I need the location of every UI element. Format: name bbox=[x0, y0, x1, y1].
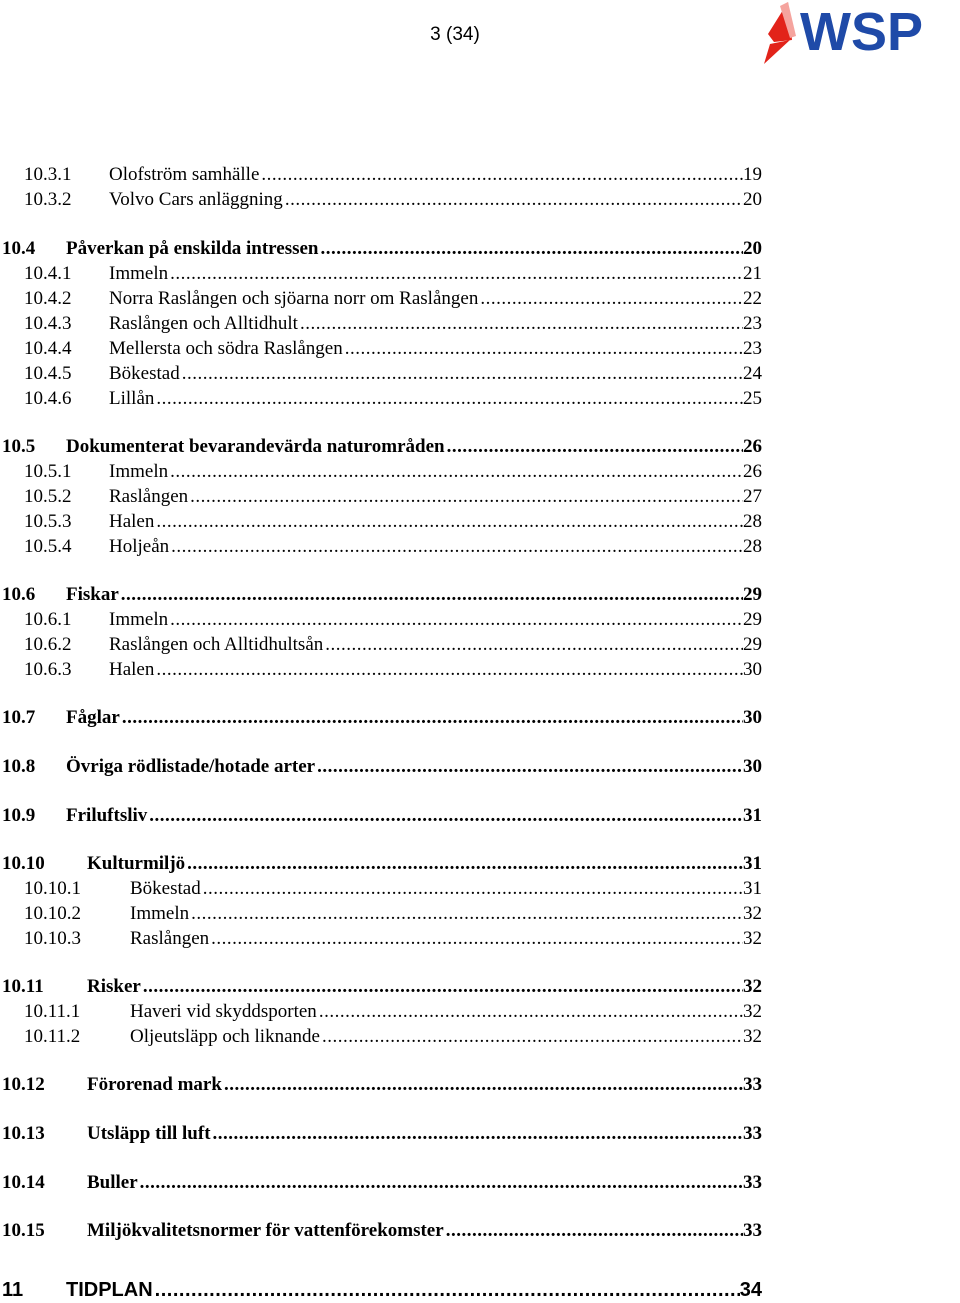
toc-entry-title: Immeln bbox=[109, 263, 169, 284]
toc-entry-page: 28 bbox=[743, 536, 762, 557]
toc-entry-page: 33 bbox=[743, 1074, 762, 1095]
toc-entry-title: Halen bbox=[109, 511, 155, 532]
toc-entry-title: Bökestad bbox=[109, 363, 180, 384]
toc-entry-number: 10.4.5 bbox=[24, 363, 72, 384]
toc-entry[interactable] bbox=[0, 632, 762, 658]
toc-entry-page: 33 bbox=[743, 1172, 762, 1193]
toc-leader-dots bbox=[170, 607, 743, 633]
toc-entry-page: 30 bbox=[743, 659, 762, 680]
toc-entry-title: Raslången och Alltidhultsån bbox=[109, 634, 324, 655]
toc-leader-dots bbox=[319, 999, 743, 1025]
toc-entry-page: 29 bbox=[743, 584, 762, 605]
toc-leader-dots bbox=[300, 311, 743, 337]
toc-entry[interactable] bbox=[0, 1024, 762, 1050]
toc-entry-number: 10.4.3 bbox=[24, 313, 72, 334]
toc-entry[interactable] bbox=[0, 261, 762, 287]
toc-entry-page: 20 bbox=[743, 238, 762, 259]
toc-entry-title: Holjeån bbox=[109, 536, 170, 557]
toc-entry-number: 10.5.1 bbox=[24, 461, 72, 482]
toc-entry[interactable] bbox=[0, 999, 762, 1025]
toc-leader-dots bbox=[156, 657, 743, 683]
toc-entry[interactable] bbox=[0, 803, 762, 829]
toc-entry[interactable] bbox=[0, 876, 762, 902]
toc-entry-page: 28 bbox=[743, 511, 762, 532]
toc-entry-number: 10.3.2 bbox=[24, 189, 72, 210]
toc-entry-page: 33 bbox=[743, 1220, 762, 1241]
toc-entry-number: 10.4.2 bbox=[24, 288, 72, 309]
toc-entry-number: 10.5 bbox=[2, 436, 36, 457]
toc-entry-number: 10.3.1 bbox=[24, 164, 72, 185]
toc-leader-dots bbox=[156, 509, 743, 535]
toc-entry-title: Friluftsliv bbox=[66, 805, 148, 826]
toc-entry-number: 10.15 bbox=[2, 1220, 45, 1241]
toc-leader-dots bbox=[149, 803, 743, 829]
toc-leader-dots bbox=[325, 632, 743, 658]
toc-entry-page: 30 bbox=[743, 707, 762, 728]
toc-leader-dots bbox=[317, 754, 743, 780]
toc-leader-dots bbox=[480, 286, 743, 312]
toc-entry[interactable] bbox=[0, 311, 762, 337]
toc-entry-page: 34 bbox=[739, 1279, 762, 1301]
toc-leader-dots bbox=[156, 386, 743, 412]
toc-entry-number: 10.4 bbox=[2, 238, 36, 259]
toc-entry-page: 23 bbox=[743, 313, 762, 334]
toc-entry-title: Påverkan på enskilda intressen bbox=[66, 238, 319, 259]
toc-entry-number: 10.11.2 bbox=[24, 1026, 81, 1047]
toc-entry-page: 29 bbox=[743, 609, 762, 630]
toc-entry-page: 26 bbox=[743, 436, 762, 457]
toc-entry[interactable] bbox=[0, 286, 762, 312]
toc-entry-number: 10.8 bbox=[2, 756, 36, 777]
page-number: 3 (34) bbox=[430, 24, 480, 45]
toc-entry-title: Utsläpp till luft bbox=[87, 1123, 211, 1144]
toc-entry[interactable] bbox=[0, 754, 762, 780]
toc-leader-dots bbox=[211, 926, 743, 952]
toc-entry-page: 32 bbox=[743, 976, 762, 997]
toc-entry[interactable] bbox=[0, 657, 762, 683]
toc-entry[interactable] bbox=[0, 901, 762, 927]
toc-entry-title: Förorenad mark bbox=[87, 1074, 222, 1095]
toc-entry[interactable] bbox=[0, 236, 762, 262]
toc-entry-number: 10.6.2 bbox=[24, 634, 72, 655]
toc-entry-page: 29 bbox=[743, 634, 762, 655]
toc-entry-page: 30 bbox=[743, 756, 762, 777]
toc-entry[interactable] bbox=[0, 926, 762, 952]
toc-entry-title: Mellersta och södra Raslången bbox=[109, 338, 343, 359]
toc-entry[interactable] bbox=[0, 386, 762, 412]
toc-entry-title: Oljeutsläpp och liknande bbox=[130, 1026, 320, 1047]
toc-entry-title: Halen bbox=[109, 659, 155, 680]
toc-leader-dots bbox=[170, 261, 743, 287]
toc-leader-dots bbox=[170, 459, 743, 485]
toc-entry-title: Övriga rödlistade/hotade arter bbox=[66, 756, 316, 777]
toc-leader-dots bbox=[345, 336, 743, 362]
toc-entry[interactable] bbox=[0, 187, 762, 213]
toc-entry-title: Norra Raslången och sjöarna norr om Raslången bbox=[109, 288, 479, 309]
toc-leader-dots bbox=[187, 851, 743, 877]
toc-entry-title: Dokumenterat bevarandevärda naturområden bbox=[66, 436, 445, 457]
toc-leader-dots bbox=[447, 434, 743, 460]
toc-entry-number: 11 bbox=[2, 1279, 24, 1301]
toc-entry-number: 10.7 bbox=[2, 707, 36, 728]
toc-entry-page: 22 bbox=[743, 288, 762, 309]
toc-entry-number: 10.11 bbox=[2, 976, 44, 997]
toc-entry-page: 26 bbox=[743, 461, 762, 482]
toc-leader-dots bbox=[203, 876, 743, 902]
toc-entry-number: 10.5.2 bbox=[24, 486, 72, 507]
toc-entry[interactable] bbox=[0, 459, 762, 485]
toc-entry-number: 10.10 bbox=[2, 853, 45, 874]
toc-entry-page: 32 bbox=[743, 1026, 762, 1047]
toc-entry[interactable] bbox=[0, 1121, 762, 1147]
toc-leader-dots bbox=[446, 1218, 743, 1244]
toc-entry-title: Bökestad bbox=[130, 878, 201, 899]
toc-entry[interactable] bbox=[0, 484, 762, 510]
toc-leader-dots bbox=[140, 1170, 743, 1196]
logo-text: WSP bbox=[800, 2, 924, 62]
toc-entry-page: 32 bbox=[743, 903, 762, 924]
toc-entry-title: Raslången och Alltidhult bbox=[109, 313, 298, 334]
toc-entry-number: 10.5.4 bbox=[24, 536, 72, 557]
toc-leader-dots bbox=[121, 582, 743, 608]
toc-entry-title: Fiskar bbox=[66, 584, 119, 605]
toc-leader-dots bbox=[322, 1024, 743, 1050]
toc-entry-number: 10.10.3 bbox=[24, 928, 81, 949]
toc-entry[interactable] bbox=[0, 1170, 762, 1196]
toc-entry-page: 20 bbox=[743, 189, 762, 210]
toc-leader-dots bbox=[285, 187, 743, 213]
toc-entry-title: Olofström samhälle bbox=[109, 164, 260, 185]
toc-entry-title: Buller bbox=[87, 1172, 138, 1193]
toc-entry-title: Raslången bbox=[109, 486, 189, 507]
toc-leader-dots bbox=[143, 974, 743, 1000]
toc-entry-title: Haveri vid skyddsporten bbox=[130, 1001, 317, 1022]
toc-entry-number: 10.9 bbox=[2, 805, 36, 826]
toc-entry-title: Risker bbox=[87, 976, 141, 997]
toc-entry-page: 27 bbox=[743, 486, 762, 507]
toc-entry[interactable] bbox=[0, 851, 762, 877]
toc-entry-page: 32 bbox=[743, 1001, 762, 1022]
toc-entry[interactable] bbox=[0, 162, 762, 188]
toc-leader-dots bbox=[182, 361, 743, 387]
toc-entry-title: TIDPLAN bbox=[66, 1279, 153, 1301]
toc-entry-title: Fåglar bbox=[66, 707, 120, 728]
toc-entry-page: 31 bbox=[743, 805, 762, 826]
toc-entry[interactable] bbox=[0, 434, 762, 460]
toc-leader-dots bbox=[155, 1277, 740, 1303]
toc-entry-page: 21 bbox=[743, 263, 762, 284]
toc-entry[interactable] bbox=[0, 974, 762, 1000]
toc-leader-dots bbox=[213, 1121, 743, 1147]
toc-entry-page: 31 bbox=[743, 878, 762, 899]
toc-leader-dots bbox=[171, 534, 743, 560]
toc-entry[interactable] bbox=[0, 705, 762, 731]
toc-entry-title: Kulturmiljö bbox=[87, 853, 186, 874]
toc-leader-dots bbox=[261, 162, 743, 188]
toc-entry-number: 10.12 bbox=[2, 1074, 45, 1095]
toc-entry-number: 10.13 bbox=[2, 1123, 45, 1144]
toc-entry[interactable] bbox=[0, 607, 762, 633]
toc-entry[interactable] bbox=[0, 1277, 762, 1303]
toc-entry-number: 10.6 bbox=[2, 584, 36, 605]
toc-leader-dots bbox=[224, 1072, 743, 1098]
toc-entry-number: 10.6.3 bbox=[24, 659, 72, 680]
toc-entry-title: Miljökvalitetsnormer för vattenförekomster bbox=[87, 1220, 444, 1241]
toc-entry-page: 24 bbox=[743, 363, 762, 384]
toc-leader-dots bbox=[122, 705, 743, 731]
toc-entry-title: Volvo Cars anläggning bbox=[109, 189, 283, 210]
toc-entry-page: 31 bbox=[743, 853, 762, 874]
toc-entry-page: 19 bbox=[743, 164, 762, 185]
toc-entry-number: 10.5.3 bbox=[24, 511, 72, 532]
toc-entry-page: 23 bbox=[743, 338, 762, 359]
toc-entry[interactable] bbox=[0, 509, 762, 535]
toc-entry[interactable] bbox=[0, 534, 762, 560]
toc-entry-number: 10.10.1 bbox=[24, 878, 81, 899]
toc-entry[interactable] bbox=[0, 1072, 762, 1098]
toc-entry-title: Immeln bbox=[130, 903, 190, 924]
toc-entry[interactable] bbox=[0, 361, 762, 387]
toc-entry[interactable] bbox=[0, 582, 762, 608]
toc-entry-number: 10.4.1 bbox=[24, 263, 72, 284]
toc-entry-page: 32 bbox=[743, 928, 762, 949]
toc-entry-title: Raslången bbox=[130, 928, 210, 949]
toc-entry-page: 25 bbox=[743, 388, 762, 409]
toc-entry-title: Lillån bbox=[109, 388, 155, 409]
toc-entry-number: 10.10.2 bbox=[24, 903, 81, 924]
toc-entry[interactable] bbox=[0, 1218, 762, 1244]
toc-leader-dots bbox=[321, 236, 744, 262]
toc-entry-page: 33 bbox=[743, 1123, 762, 1144]
toc-entry-title: Immeln bbox=[109, 609, 169, 630]
toc-entry-number: 10.6.1 bbox=[24, 609, 72, 630]
toc-leader-dots bbox=[191, 901, 743, 927]
toc-entry[interactable] bbox=[0, 336, 762, 362]
toc-entry-number: 10.4.6 bbox=[24, 388, 72, 409]
toc-entry-number: 10.11.1 bbox=[24, 1001, 81, 1022]
toc-entry-title: Immeln bbox=[109, 461, 169, 482]
toc-leader-dots bbox=[190, 484, 743, 510]
toc-entry-number: 10.14 bbox=[2, 1172, 45, 1193]
toc-entry-number: 10.4.4 bbox=[24, 338, 72, 359]
